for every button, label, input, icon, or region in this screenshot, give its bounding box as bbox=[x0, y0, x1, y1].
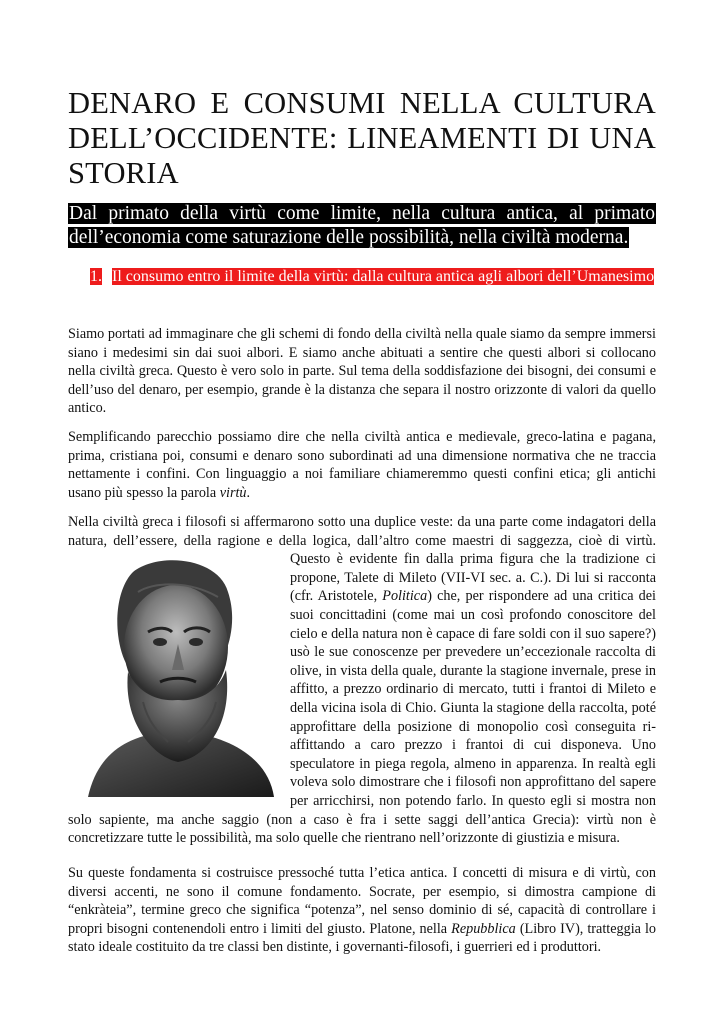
document-title bbox=[68, 86, 656, 191]
section-heading-text: Il consumo entro il limite della virtù: dalla cultura antica agli albori dell’Umanesimo bbox=[112, 268, 655, 285]
paragraph-1: Siamo portati ad immaginare che gli schemi di fondo della civiltà nella quale siamo da sempre immersi siano i medesimi sin dai suoi albori. E siamo anche abituati a sentire che questi albori si collocano nella civiltà greca. Questo è vero solo in parte. Sul tema della soddisfazione dei bisogni, dei consumi e dell’uso del denaro, per esempio, grande è la distanza che separa il nostro orizzonte di valori da quello antico. bbox=[68, 326, 656, 417]
paragraph-2: Semplificando parecchio possiamo dire che nella civiltà antica e medievale, greco-latina e pagana, prima, cristiana poi, consumi e denaro sono subordinati ad una dimensione normativa che ne traccia nettamente i confini. Con linguaggio a noi familiare chiameremmo questi confini etica; gli antichi usano più spesso la parola virtù. bbox=[68, 429, 656, 501]
title-line-2: DELL’OCCIDENTE: LINEAMENTI DI UNA bbox=[68, 121, 656, 155]
paragraph-3 bbox=[68, 513, 656, 848]
subtitle bbox=[68, 202, 656, 249]
thales-bust-illustration bbox=[68, 552, 278, 797]
section-heading bbox=[90, 266, 656, 287]
paragraph-3-intro: Nella civiltà greca i filosofi si affermarono sotto una duplice veste: da una parte come indagatori della natura, dell’essere, della ragione e della logica, dall’altro come maestri di saggezza, cioè di bbox=[68, 514, 656, 549]
title-line-1: DENARO E CONSUMI NELLA CULTURA bbox=[68, 86, 656, 120]
paragraph-4: Su queste fondamenta si costruisce pressoché tutta l’etica antica. I concetti di misura e di virtù, con diversi accenti, ne sono il comune fondamento. Socrate, per esempio, si dimostra campione di “enkràteia”, termine greco che significa “potenza”, nel senso dominio di sé, capacità di controllare i propri bisogni contenendoli entro i limiti del giusto. Platone, nella Repubblica (Libro IV), tratteggia lo stato ideale costituito da tre classi ben distinte, i governanti-filosofi, i guerrieri ed i produttori. bbox=[68, 865, 657, 956]
thales-portrait-image bbox=[68, 552, 278, 797]
paragraph-3-body: virtù. Questo è evidente fin dalla prima figura che la tradizione ci propone, Talete di Mileto (VII-VI sec. a. C.). Di lui si racconta (cfr. Aristotele, Politica) che, per rispondere ad una critica dei suoi concittadini (come mai un così profondo conoscitore del cielo e della natura non è capace di fare soldi con il suo sapere?) usò le sue conoscenze per prevedere un’eccezionale raccolta di olive, in vista della quale, durante la stagione invernale, prese in affitto, a prezzo ordinario di mercato, tutti i frantoi di Mileto e della vicina isola di Chio. Giunta la stagione della raccolta, poté approfittare della posizione di monopolio così conseguita ri-affittando a caro prezzo i frantoi di cui disponeva. Uno speculatore in piega regola, almeno in apparenza. In realtà egli voleva solo dimostrare che i filosofi non approfittano del sapere per arricchirsi, non potendo farlo. In questo egli si mostra non solo sapiente, ma anche saggio (non a caso è fra i sette saggi dell’antica Grecia): virtù non è concretizzare tutte le possibilità, ma solo quelle che rientrano nell’orizzonte di giustizia e misura. bbox=[68, 532, 656, 847]
section-number: 1. bbox=[90, 268, 102, 285]
subtitle-text: Dal primato della virtù come limite, nella cultura antica, al primato dell’economia come saturazione delle possibilità, nella civiltà moderna. bbox=[69, 203, 655, 248]
title-line-3: STORIA bbox=[68, 156, 179, 190]
